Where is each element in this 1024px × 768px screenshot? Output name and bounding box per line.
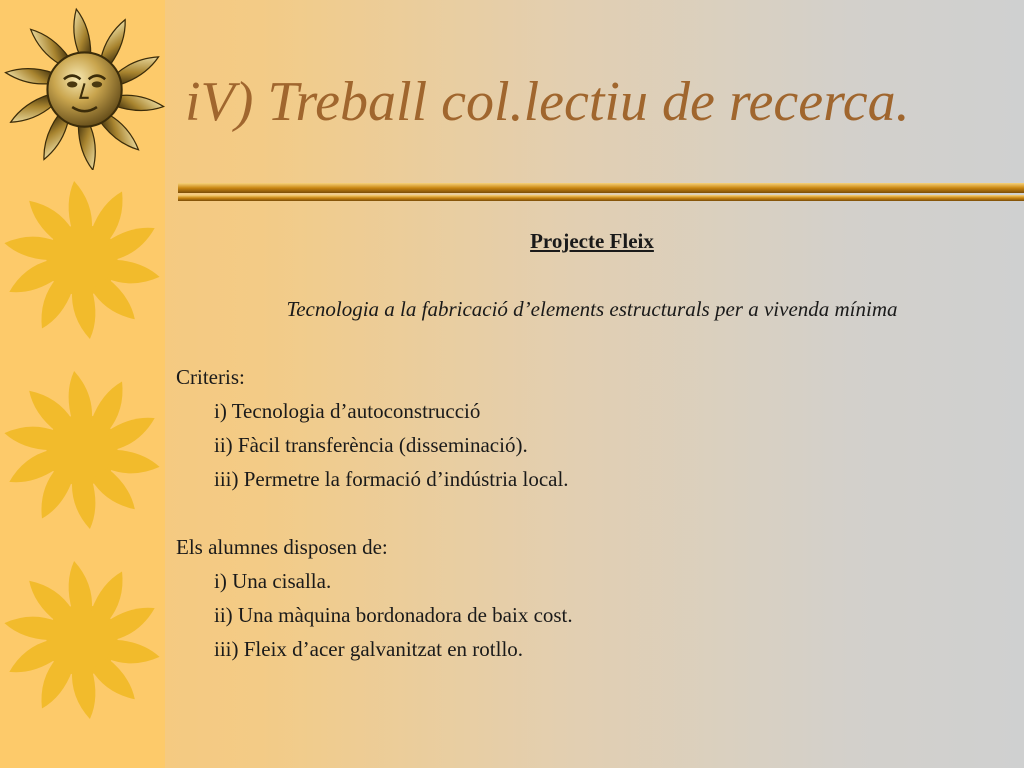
- criteria-item: ii) Fàcil transferència (disseminació).: [214, 433, 528, 457]
- metal-sun-face-icon: [0, 5, 165, 170]
- title-divider-bar: [178, 182, 1024, 204]
- project-heading: Projecte Fleix: [530, 229, 654, 253]
- resources-label: Els alumnes disposen de:: [176, 535, 388, 559]
- criteria-label: Criteris:: [176, 365, 245, 389]
- sun-icon: [3, 180, 161, 340]
- project-subtitle: Tecnologia a la fabricació d’elements estructurals per a vivenda mínima: [286, 297, 898, 321]
- slide-title: iV) Treball col.lectiu de recerca.: [185, 71, 910, 133]
- resources-item: iii) Fleix d’acer galvanitzat en rotllo.: [214, 637, 524, 661]
- criteria-item: i) Tecnologia d’autoconstrucció: [214, 399, 481, 423]
- resources-item: ii) Una màquina bordonadora de baix cost.: [214, 603, 573, 627]
- resources-item: i) Una cisalla.: [214, 569, 332, 593]
- criteria-item: iii) Permetre la formació d’indústria local.: [214, 467, 569, 491]
- sun-icon: [3, 370, 161, 530]
- sun-icon: [3, 560, 161, 720]
